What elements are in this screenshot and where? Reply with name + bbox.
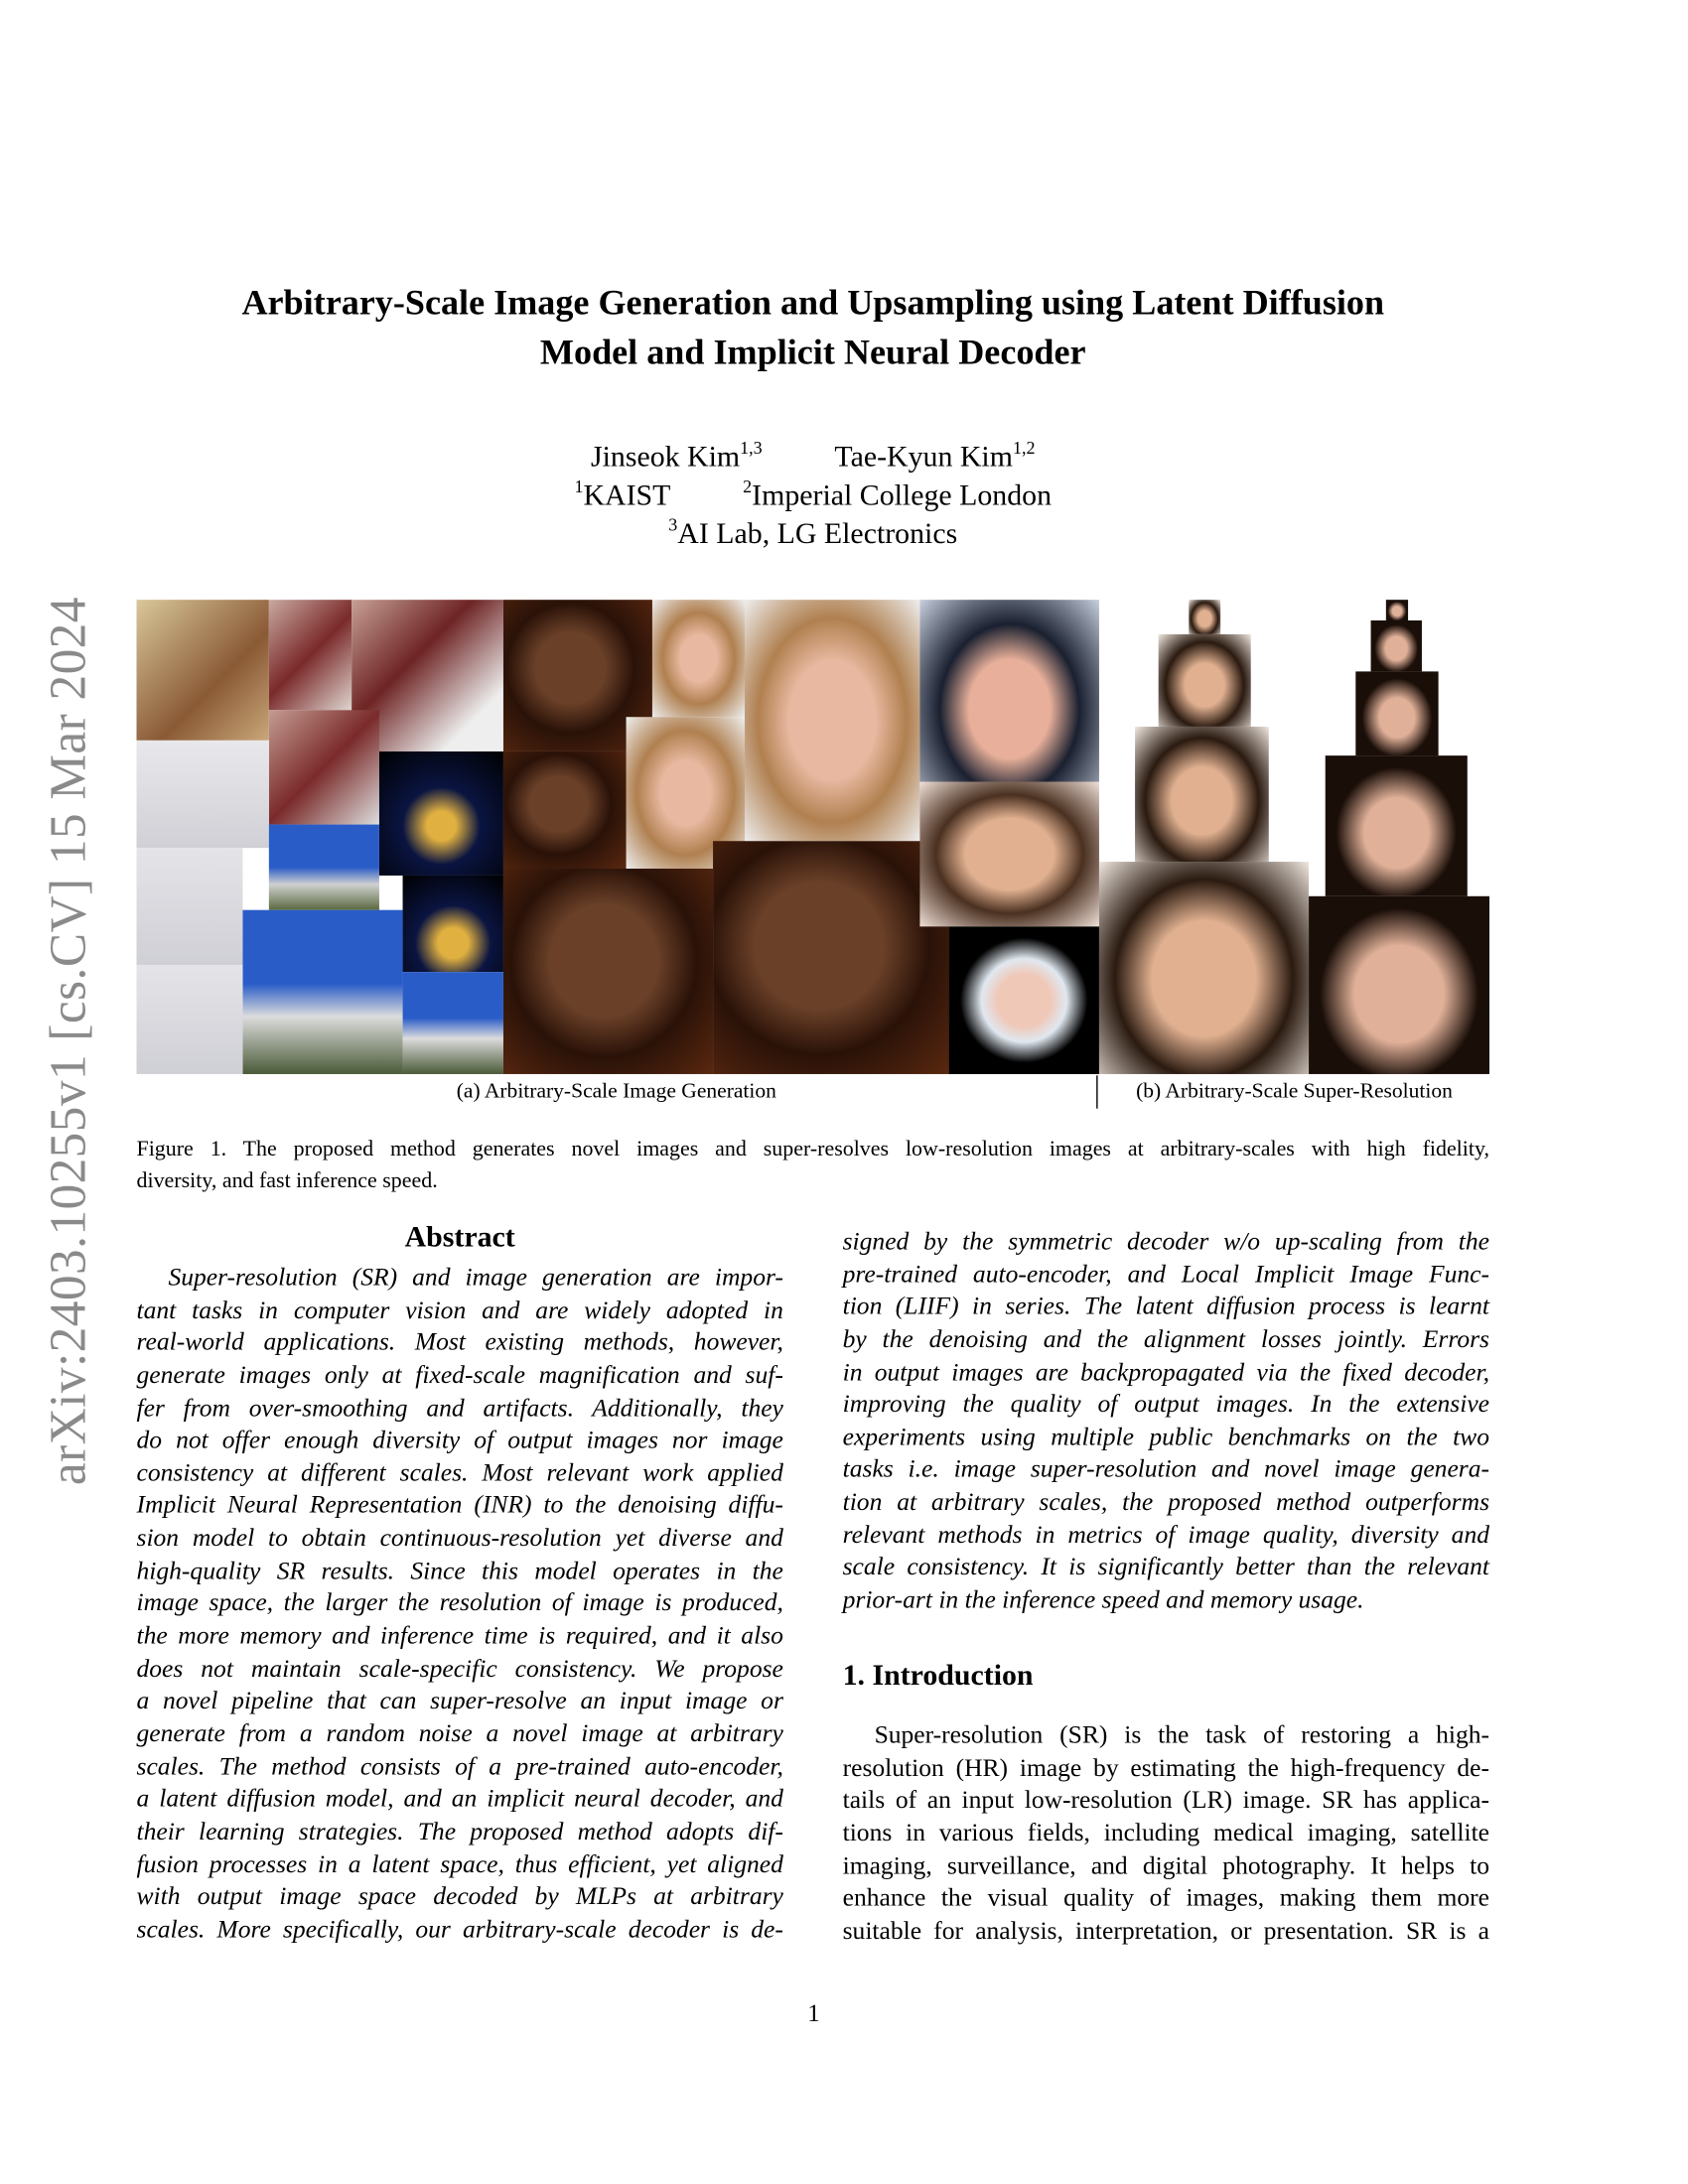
church-image bbox=[242, 910, 402, 1074]
abstract-heading: Abstract bbox=[404, 1220, 515, 1254]
text-line: relevant methods in metrics of image quality, diversity and bbox=[842, 1520, 1490, 1549]
affiliation-number: 3 bbox=[668, 514, 678, 535]
text-line: a novel pipeline that can super-resolve an input image or bbox=[136, 1687, 783, 1714]
text-line: suitable for analysis, interpretation, or presentation. SR is a bbox=[842, 1916, 1490, 1945]
author-name: Tae-Kyun Kim bbox=[834, 440, 1013, 474]
affiliation-name: Imperial College London bbox=[752, 478, 1053, 512]
sr-face-image bbox=[1099, 862, 1309, 1074]
text-line: tion (LIIF) in series. The latent diffusion process is learnt bbox=[842, 1292, 1490, 1320]
affiliation-line bbox=[137, 514, 1490, 552]
subcaption-a: (a) Arbitrary-Scale Image Generation bbox=[456, 1079, 776, 1104]
text-line: tasks i.e. image super-resolution and novel image genera- bbox=[842, 1454, 1490, 1483]
face-image bbox=[919, 600, 1099, 781]
text-line: sion model to obtain continuous-resolution yet diverse and bbox=[136, 1523, 783, 1552]
text-line: the more memory and inference time is required, and it also bbox=[136, 1621, 783, 1650]
introduction-text bbox=[843, 1719, 1489, 1948]
text-line: image space, the larger the resolution of image is produced, bbox=[136, 1588, 783, 1617]
text-line: real-world applications. Most existing methods, however, bbox=[136, 1327, 783, 1356]
subcaption-b: (b) Arbitrary-Scale Super-Resolution bbox=[1136, 1079, 1453, 1104]
page-number: 1 bbox=[807, 1998, 820, 2027]
affiliation-name: AI Lab, LG Electronics bbox=[677, 516, 958, 551]
text-line: their learning strategies. The proposed method adopts dif- bbox=[136, 1817, 783, 1845]
affiliation-name: KAIST bbox=[583, 478, 670, 512]
affiliation-line bbox=[137, 478, 1490, 513]
text-line: does not maintain scale-specific consistency. We propose bbox=[136, 1654, 783, 1683]
affiliation-number: 2 bbox=[743, 476, 753, 497]
sr-face-image bbox=[1135, 727, 1269, 862]
introduction-heading: 1. Introduction bbox=[842, 1658, 1034, 1693]
bedroom-image bbox=[137, 965, 243, 1074]
text-line: high-quality SR results. Since this model operates in the bbox=[136, 1556, 783, 1584]
face-image bbox=[919, 782, 1099, 927]
bedroom-image bbox=[137, 741, 269, 848]
text-line: pre-trained auto-encoder, and Local Implicit Image Func- bbox=[842, 1259, 1490, 1288]
affiliation-number: 1 bbox=[574, 476, 584, 497]
text-line: scales. The method consists of a pre-trained auto-encoder, bbox=[136, 1751, 783, 1780]
text-line: fer from over-smoothing and artifacts. Additionally, they bbox=[136, 1393, 783, 1422]
sr-face-image bbox=[1189, 600, 1220, 634]
text-line: tant tasks in computer vision and are widely adopted in bbox=[136, 1296, 783, 1323]
text-line: tion at arbitrary scales, the proposed method outperforms bbox=[842, 1487, 1490, 1516]
text-line: fusion processes in a latent space, thus efficient, yet aligned bbox=[136, 1849, 783, 1878]
face-image bbox=[503, 869, 713, 1074]
sr-face-image bbox=[1309, 896, 1489, 1074]
text-line: generate images only at fixed-scale magnification and suf- bbox=[136, 1360, 783, 1389]
bedroom-image bbox=[269, 710, 379, 824]
text-line: prior-art in the inference speed and memory usage. bbox=[842, 1585, 1364, 1614]
text-line: enhance the visual quality of images, making them more bbox=[842, 1883, 1490, 1912]
text-line: generate from a random noise a novel image at arbitrary bbox=[136, 1718, 783, 1747]
text-line: Super-resolution (SR) is the task of restoring a high- bbox=[874, 1720, 1490, 1749]
sr-face-image bbox=[1159, 634, 1251, 727]
face-image bbox=[713, 841, 949, 1074]
figure-caption-line: diversity, and fast inference speed. bbox=[136, 1168, 438, 1193]
sr-face-image bbox=[1355, 671, 1438, 755]
author-affiliation: 1,3 bbox=[740, 437, 763, 459]
arxiv-identifier: arXiv:2403.10255v1 [cs.CV] 15 Mar 2024 bbox=[40, 597, 97, 1486]
author-name: Jinseok Kim bbox=[590, 440, 741, 474]
text-line: in output images are backpropagated via the fixed decoder, bbox=[842, 1357, 1490, 1386]
abstract-text-left bbox=[137, 1262, 783, 1947]
text-line: improving the quality of output images. In the extensive bbox=[842, 1390, 1490, 1419]
paper-title-line-1: Arbitrary-Scale Image Generation and Upsampling using Latent Diffusion bbox=[241, 282, 1385, 324]
text-line: by the denoising and the alignment losses jointly. Errors bbox=[842, 1324, 1490, 1353]
bedroom-image bbox=[269, 600, 352, 710]
sr-face-image bbox=[1386, 600, 1408, 620]
text-line: signed by the symmetric decoder w/o up-scaling from the bbox=[842, 1227, 1490, 1255]
text-line: consistency at different scales. Most relevant work applied bbox=[136, 1458, 783, 1487]
face-image bbox=[503, 751, 627, 869]
abstract-text-right bbox=[843, 1226, 1489, 1617]
face-image bbox=[949, 926, 1099, 1074]
author-list bbox=[137, 437, 1490, 475]
sr-face-image bbox=[1371, 620, 1422, 671]
face-image bbox=[745, 600, 919, 841]
text-line: imaging, surveillance, and digital photography. It helps to bbox=[842, 1850, 1490, 1879]
text-line: scale consistency. It is significantly better than the relevant bbox=[842, 1553, 1490, 1581]
abstract-heading-wrap bbox=[137, 1220, 783, 1255]
church-image bbox=[269, 825, 379, 910]
figure-caption-line: Figure 1. The proposed method generates novel images and super-resolves low-resolution images at arbitrary-scales with high fidelity, bbox=[136, 1137, 1490, 1161]
text-line: Super-resolution (SR) and image generation are impor- bbox=[168, 1263, 783, 1292]
text-line: experiments using multiple public benchmarks on the two bbox=[842, 1423, 1490, 1450]
text-line: Implicit Neural Representation (INR) to the denoising diffu- bbox=[136, 1491, 783, 1519]
author-affiliation: 1,2 bbox=[1012, 437, 1036, 459]
text-line: tions in various fields, including medical imaging, satellite bbox=[842, 1818, 1490, 1846]
text-line: with output image space decoded by MLPs at arbitrary bbox=[136, 1882, 783, 1910]
text-line: do not offer enough diversity of output images nor image bbox=[136, 1426, 783, 1454]
church-night-image bbox=[403, 876, 503, 972]
church-image bbox=[403, 972, 503, 1074]
text-line: tails of an input low-resolution (LR) image. SR has applica- bbox=[842, 1786, 1490, 1814]
bedroom-image bbox=[137, 600, 269, 741]
sr-face-image bbox=[1326, 755, 1468, 896]
face-image bbox=[652, 600, 745, 717]
paper-title-line-2: Model and Implicit Neural Decoder bbox=[539, 332, 1086, 373]
bedroom-image bbox=[137, 848, 243, 965]
subfigure-divider bbox=[1096, 1075, 1097, 1108]
text-line: a latent diffusion model, and an implicit neural decoder, and bbox=[136, 1784, 783, 1813]
text-line: scales. More specifically, our arbitrary-scale decoder is de- bbox=[136, 1914, 783, 1943]
text-line: resolution (HR) image by estimating the high-frequency de- bbox=[842, 1753, 1490, 1781]
church-night-image bbox=[379, 751, 503, 876]
